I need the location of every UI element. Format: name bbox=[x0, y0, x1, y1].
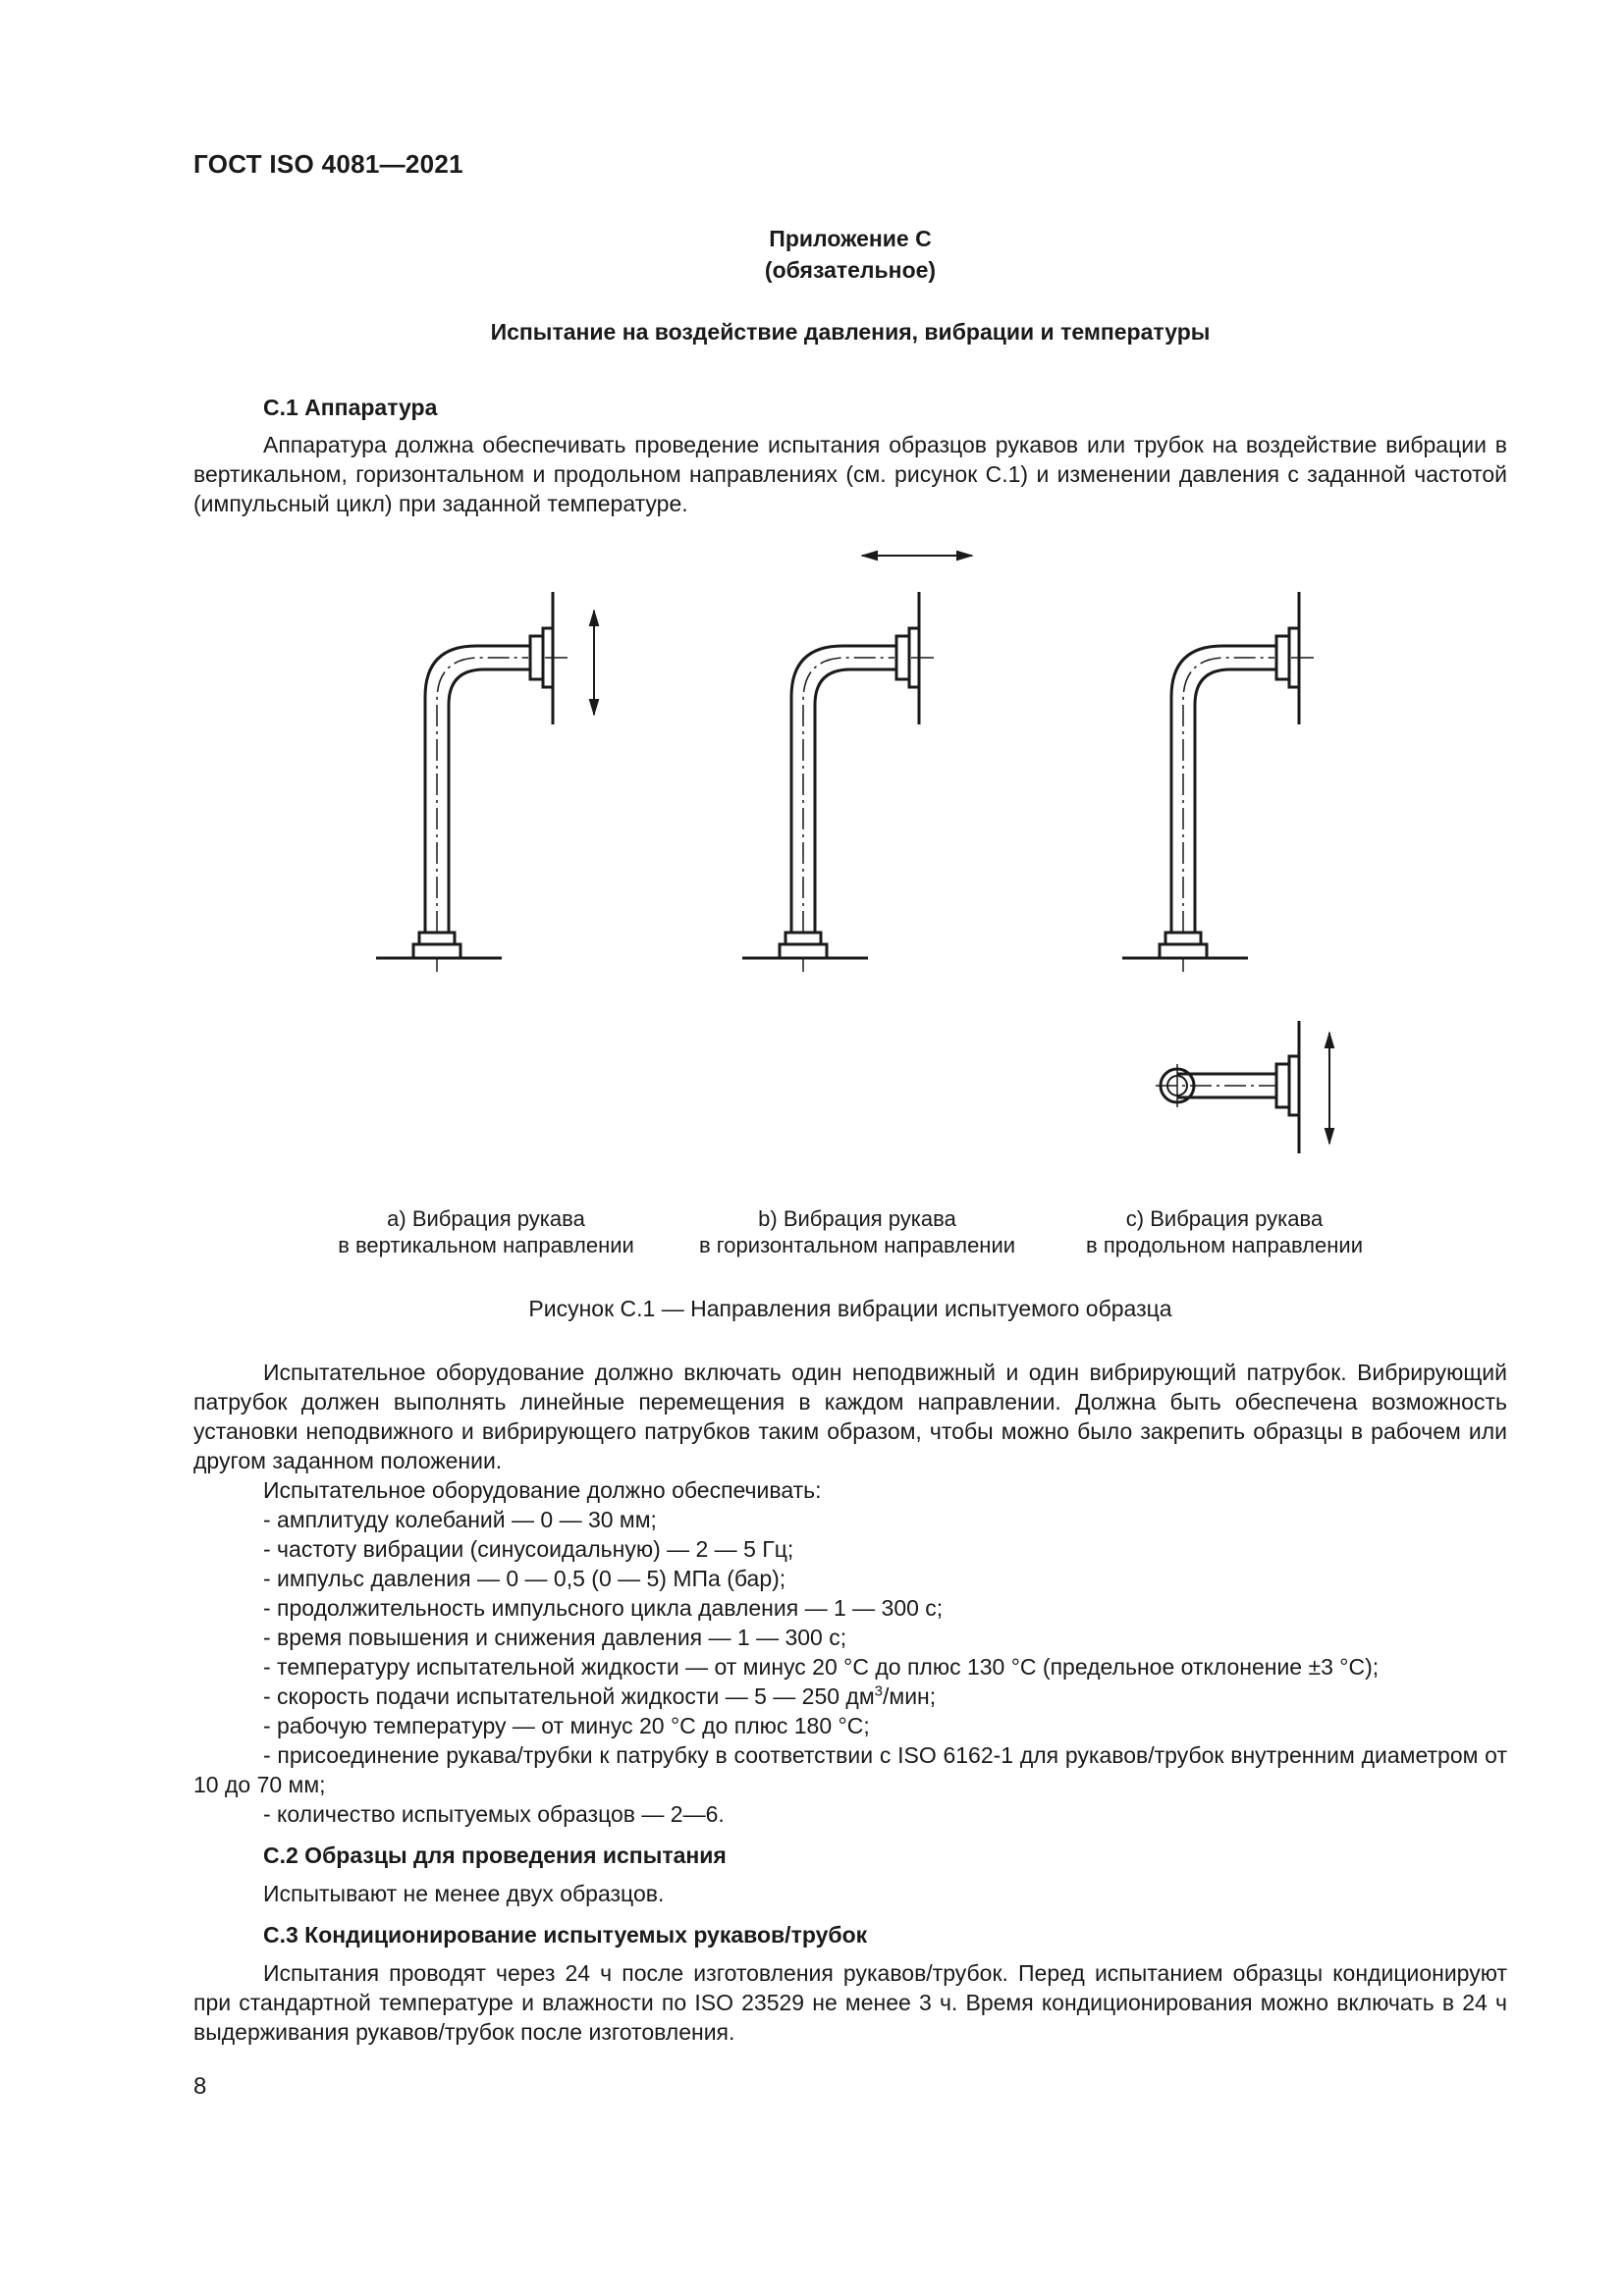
annex-title: Приложение С bbox=[769, 226, 932, 251]
flow-rate-unit: /мин; bbox=[883, 1683, 937, 1709]
list-item-frequency: - частоту вибрации (синусоидальную) — 2 — 5 Гц; bbox=[263, 1536, 794, 1562]
hose-c bbox=[1122, 592, 1314, 972]
caption-a bbox=[295, 1205, 677, 1258]
page-number: 8 bbox=[193, 2073, 207, 2100]
list-item-connection: - присоединение рукава/трубки к патрубку в соответствии с ISO 6162-1 для рукавов/трубок внутренним диаметром от 10 до 70 мм; bbox=[193, 1742, 1507, 1797]
list-item-rise-time: - время повышения и снижения давления — 1 — 300 с; bbox=[263, 1625, 847, 1650]
annex-status: (обязательное) bbox=[764, 257, 937, 283]
body-paragraph-1: Испытательное оборудование должно включать один неподвижный и один вибрирующий патрубок. Вибрирующий патрубок должен выполнять линейные перемещения в каждом направлении. Должна быть обеспечена возможность установки неподвижного и вибрирующего патрубков таким образом, чтобы можно было закрепить образцы в рабочем или другом заданном положении. bbox=[193, 1360, 1507, 1473]
list-item-sample-count: - количество испытуемых образцов — 2—6. bbox=[263, 1801, 725, 1827]
hose-a bbox=[376, 592, 568, 972]
caption-a-line1: a) Вибрация рукава bbox=[387, 1206, 585, 1231]
list-item-flow-rate bbox=[193, 1682, 1507, 1711]
list-item-cycle-duration: - продолжительность импульсного цикла давления — 1 — 300 с; bbox=[263, 1595, 944, 1621]
list-item-work-temperature: - рабочую температуру — от минус 20 °С до плюс 180 °С; bbox=[263, 1713, 870, 1738]
hose-b bbox=[742, 592, 934, 972]
body-paragraph-2: Испытательное оборудование должно обеспечивать: bbox=[263, 1477, 822, 1503]
c2-paragraph: Испытывают не менее двух образцов. bbox=[263, 1881, 665, 1906]
c3-paragraph: Испытания проводят через 24 ч после изготовления рукавов/трубок. Перед испытанием образцы кондиционируют при стандартной температуре и влажности по ISO 23529 не менее 3 ч. Время кондиционирования можно включать в 24 ч выдерживания рукавов/трубок после изготовления. bbox=[193, 1960, 1507, 2045]
flow-rate-text: - скорость подачи испытательной жидкости — 5 — 250 дм bbox=[263, 1683, 875, 1709]
caption-b-line1: b) Вибрация рукава bbox=[758, 1206, 956, 1231]
body-text bbox=[193, 1358, 1507, 2047]
section-heading-c1: С.1 Аппаратура bbox=[263, 395, 438, 420]
caption-c-line1: c) Вибрация рукава bbox=[1125, 1206, 1324, 1231]
flow-rate-exponent: 3 bbox=[874, 1682, 883, 1700]
c1-paragraph: Аппаратура должна обеспечивать проведение испытания образцов рукавов или трубок на воздействие вибрации в вертикальном, горизонтальном и продольном направлениях (см. рисунок С.1) и изменении давления с заданной частотой (импульсный цикл) при заданной температуре. bbox=[193, 432, 1507, 516]
caption-c bbox=[1033, 1205, 1416, 1258]
caption-a-line2: в вертикальном направлении bbox=[338, 1233, 634, 1257]
list-item-pressure: - импульс давления — 0 — 0,5 (0 — 5) МПа (бар); bbox=[263, 1566, 786, 1591]
caption-b-line2: в горизонтальном направлении bbox=[698, 1233, 1016, 1257]
section-heading-c2: С.2 Образцы для проведения испытания bbox=[263, 1842, 727, 1868]
caption-b bbox=[666, 1205, 1049, 1258]
document-number: ГОСТ ISO 4081—2021 bbox=[193, 149, 463, 179]
section-heading-c3: С.3 Кондиционирование испытуемых рукавов/трубок bbox=[263, 1922, 868, 1948]
list-item-amplitude: - амплитуду колебаний — 0 — 30 мм; bbox=[263, 1507, 657, 1532]
figure-title: Рисунок С.1 — Направления вибрации испытуемого образца bbox=[528, 1296, 1172, 1321]
hose-c-side-view bbox=[1156, 1021, 1299, 1153]
annex-heading: Испытание на воздействие давления, вибрации и температуры bbox=[490, 319, 1211, 345]
list-item-fluid-temperature: - температуру испытательной жидкости — от минус 20 °С до плюс 130 °С (предельное отклонение ±3 °С); bbox=[263, 1654, 1380, 1680]
caption-c-line2: в продольном направлении bbox=[1086, 1233, 1363, 1257]
